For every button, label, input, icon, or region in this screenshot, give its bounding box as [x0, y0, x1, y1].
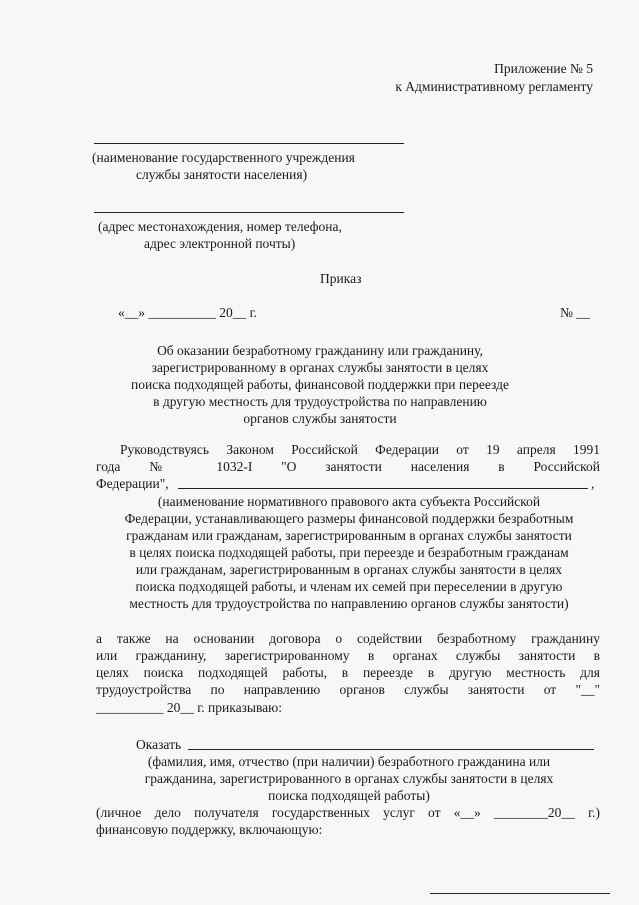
signature-line: [430, 893, 610, 894]
order-title: Приказ: [320, 271, 362, 286]
subject-line-4: в другую местность для трудоустройства по направлению: [153, 394, 487, 409]
personal-file-line: (личное дело получателя государственных услуг от «__» ________20__ г.): [96, 805, 600, 820]
legal-act-caption-3: гражданам или гражданам, зарегистрированным в органах службы занятости: [126, 528, 572, 543]
address-caption-2: адрес электронной почты): [144, 236, 296, 251]
appendix-number: Приложение № 5: [494, 61, 593, 76]
legal-act-line: [178, 488, 588, 489]
legal-act-caption-1: (наименование нормативного правового акта субъекта Российской: [157, 494, 541, 509]
basis-line-3-start: Федерации",: [96, 476, 169, 491]
agreement-date-line: __________ 20__ г. приказываю:: [96, 700, 282, 715]
provide-label: Оказать: [136, 737, 182, 752]
basis-line-1: Руководствуясь Законом Российской Федерации от 19 апреля 1991: [120, 442, 600, 457]
basis-line-2: года № 1032-I "О занятости населения в Российской: [96, 459, 600, 474]
address-line: [94, 212, 404, 213]
subject-line-2: зарегистрированному в органах службы занятости в целях: [151, 360, 489, 375]
agreement-line-1: а также на основании договора о содействии безработному гражданину: [96, 631, 600, 646]
recipient-name-line: [188, 749, 594, 750]
agreement-line-4: трудоустройства по направлению органов службы занятости от "__": [96, 682, 600, 697]
order-number: № __: [560, 305, 590, 320]
subject-line-1: Об оказании безработному гражданину или гражданину,: [157, 343, 483, 358]
recipient-caption-3: поиска подходящей работы): [268, 788, 430, 803]
institution-caption-2: службы занятости населения): [136, 167, 308, 182]
recipient-caption-1: (фамилия, имя, отчество (при наличии) безработного гражданина или: [147, 754, 551, 769]
basis-line-3-end: ,: [591, 476, 595, 491]
recipient-caption-2: гражданина, зарегистрированного в органах службы занятости в целях: [144, 771, 554, 786]
institution-caption-1: (наименование государственного учреждения: [92, 150, 355, 165]
order-date: «__» __________ 20__ г.: [118, 305, 258, 320]
legal-act-caption-6: поиска подходящей работы, и членам их семей при переселении в другую: [135, 579, 563, 594]
legal-act-caption-7: местность для трудоустройства по направлению органов службы занятости): [129, 596, 569, 611]
subject-line-3: поиска подходящей работы, финансовой поддержки при переезде: [131, 377, 509, 392]
legal-act-caption-5: или гражданам, зарегистрированным в органах службы занятости в целях: [135, 562, 563, 577]
appendix-regulation: к Административному регламенту: [395, 79, 593, 94]
legal-act-caption-2: Федерации, устанавливающего размеры финансовой поддержки безработным: [124, 511, 574, 526]
subject-line-5: органов службы занятости: [243, 411, 397, 426]
address-caption-1: (адрес местонахождения, номер телефона,: [98, 219, 342, 234]
agreement-line-2: или гражданину, зарегистрированному в органах службы занятости в: [96, 648, 600, 663]
institution-line: [94, 143, 404, 144]
support-line: финансовую поддержку, включающую:: [96, 822, 323, 837]
agreement-line-3: целях поиска подходящей работы, в переезде в другую местность для: [96, 665, 600, 680]
legal-act-caption-4: в целях поиска подходящей работы, при переезде и безработным гражданам: [129, 545, 569, 560]
